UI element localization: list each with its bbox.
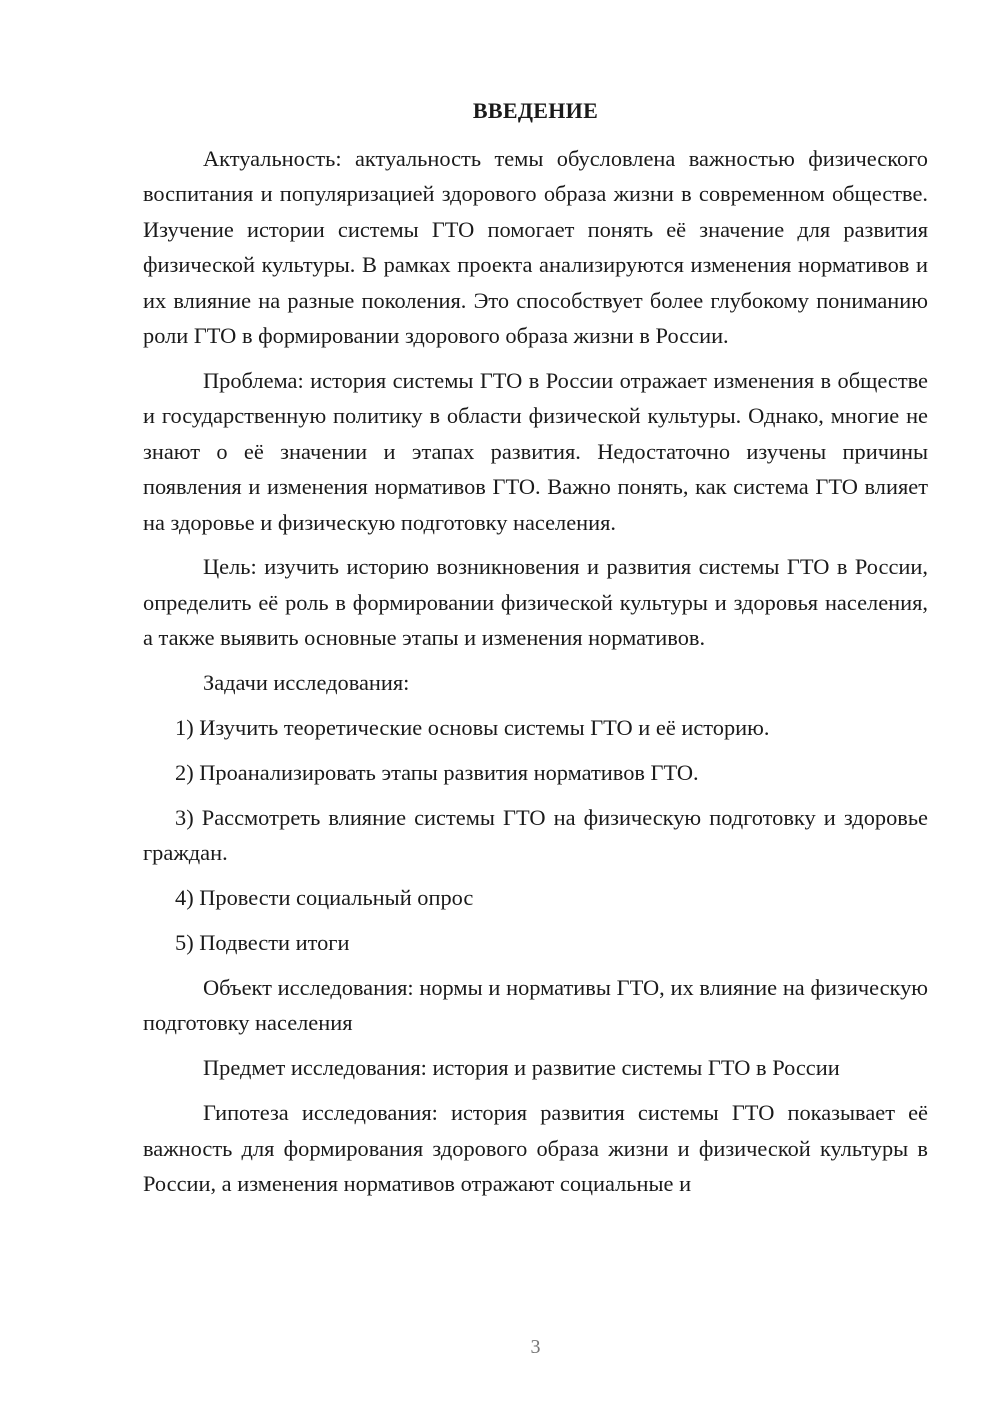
paragraph-relevance: Актуальность: актуальность темы обусловлена важностью физического воспитания и популяризацией здорового образа жизни в современном обществе. Изучение истории системы ГТО помогает понять её значение для развития физической культуры. В рамках проекта анализируются изменения нормативов и их влияние на разные поколения. Это способствует более глубокому пониманию роли ГТО в формировании здорового образа жизни в России. [143,146,928,349]
paragraph-goal: Цель: изучить историю возникновения и развития системы ГТО в России, определить её роль в формировании физической культуры и здоровья населения, а также выявить основные этапы и изменения нормативов. [143,554,928,651]
document-body [143,141,928,1201]
paragraph-object: Объект исследования: нормы и нормативы ГТО, их влияние на физическую подготовку населения [143,975,928,1036]
task-item-1: 1) Изучить теоретические основы системы ГТО и её историю. [175,715,770,741]
task-item-2: 2) Проанализировать этапы развития нормативов ГТО. [175,760,699,785]
page-title: ВВЕДЕНИЕ [472,98,599,123]
paragraph-hypothesis: Гипотеза исследования: история развития системы ГТО показывает её важность для формирования здорового образа жизни и физической культуры в России, а изменения нормативов отражают социальные и [143,1100,928,1197]
paragraph-tasks-heading: Задачи исследования: [203,670,410,696]
page-number: 3 [530,1336,541,1358]
task-item-4: 4) Провести социальный опрос [175,885,474,911]
paragraph-subject: Предмет исследования: история и развитие системы ГТО в России [203,1055,840,1081]
paragraph-problem: Проблема: история системы ГТО в России отражает изменения в обществе и государственную политику в области физической культуры. Однако, многие не знают о её значении и этапах развития. Недостаточно изучены причины появления и изменения нормативов ГТО. Важно понять, как система ГТО влияет на здоровье и физическую подготовку населения. [143,367,928,535]
document-page [143,0,928,1414]
task-item-3: 3) Рассмотреть влияние системы ГТО на физическую подготовку и здоровье граждан. [143,804,928,866]
task-item-5: 5) Подвести итоги [175,930,350,956]
